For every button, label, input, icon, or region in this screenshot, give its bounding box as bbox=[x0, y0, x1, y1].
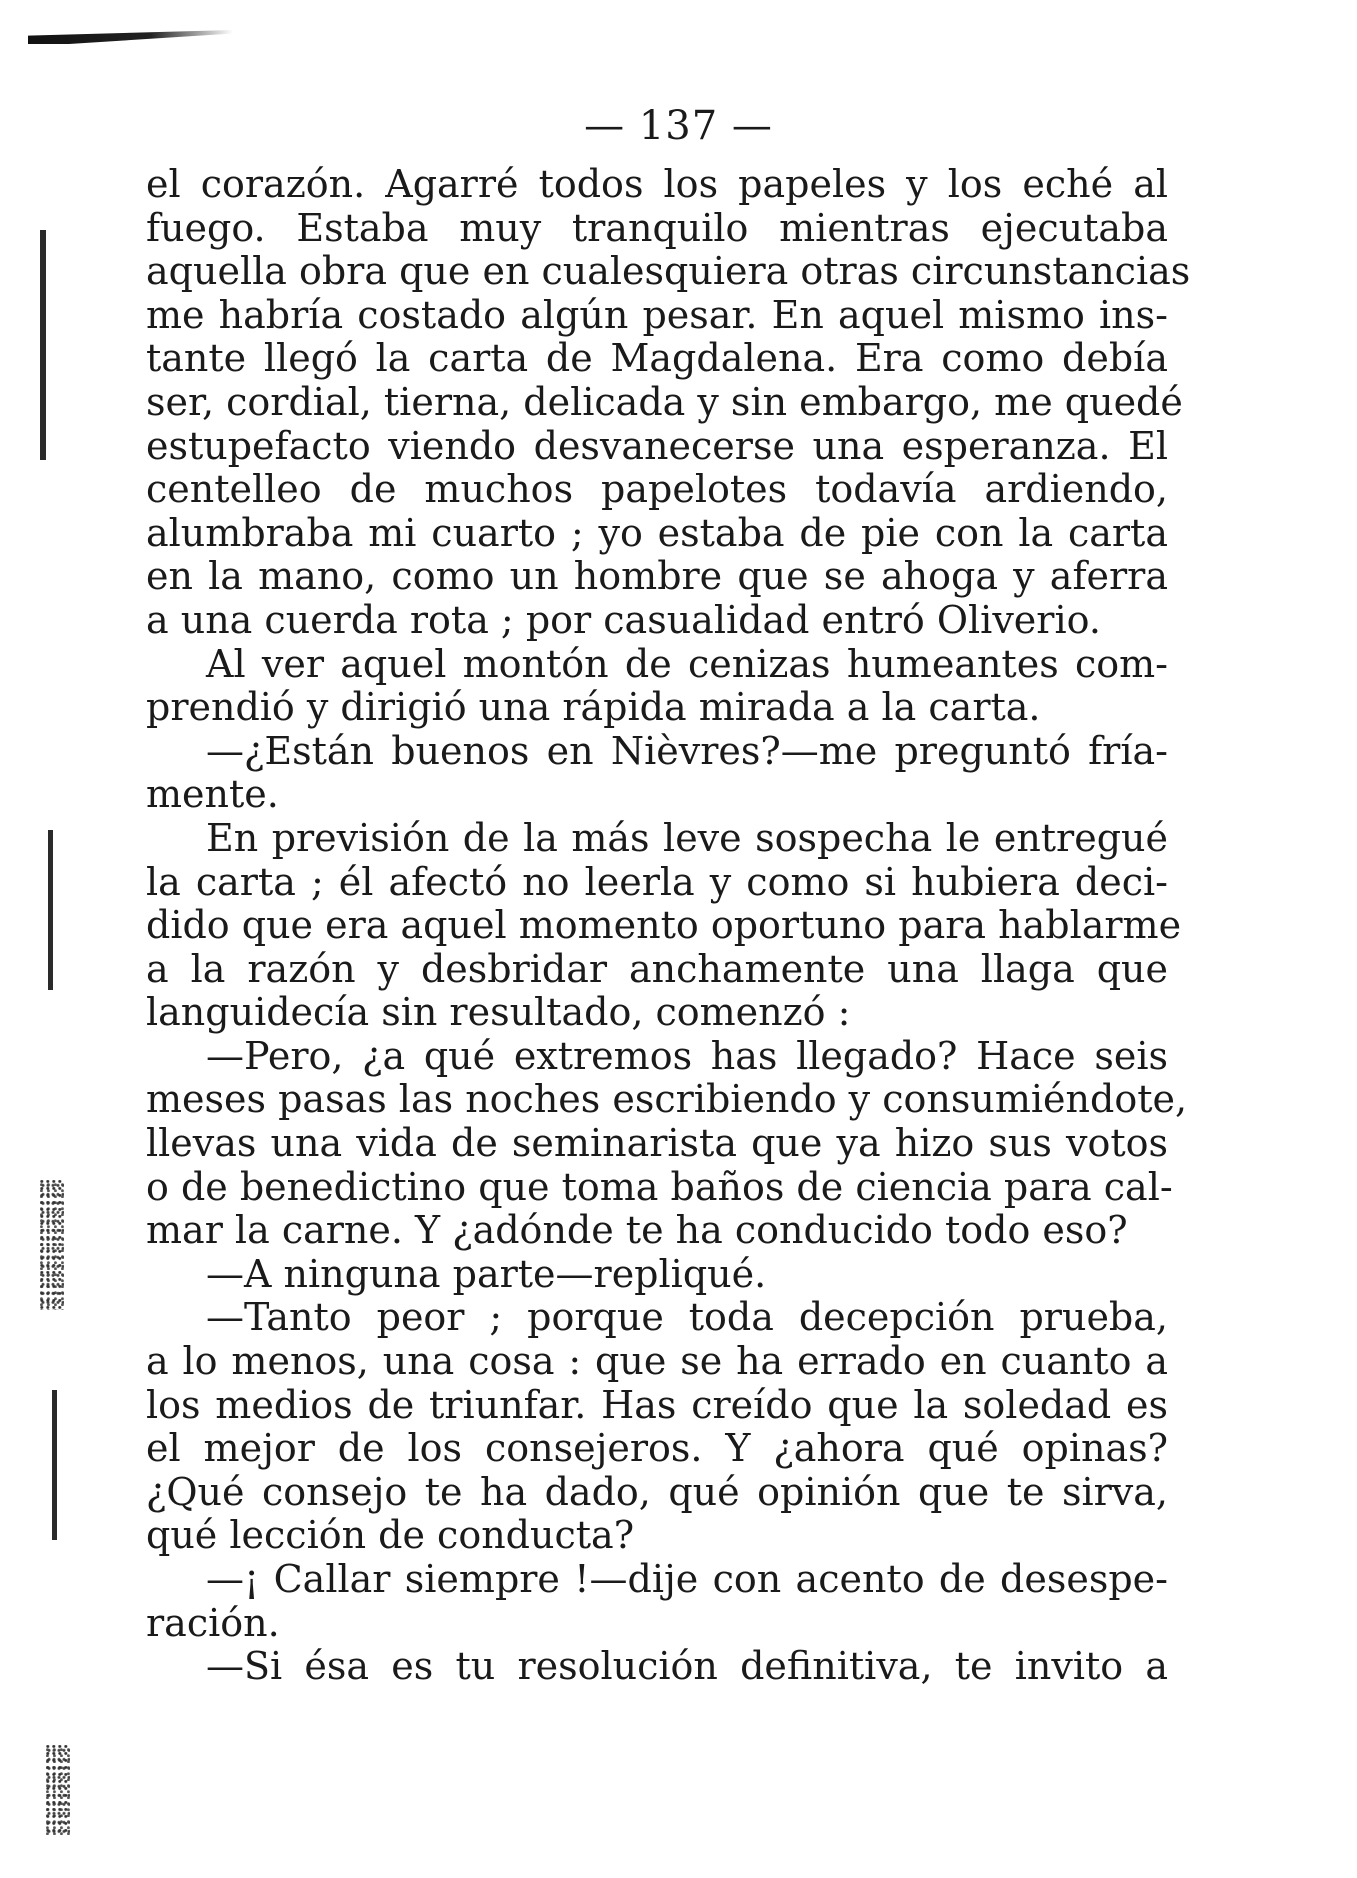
text-line: ser, cordial, tierna, delicada y sin embargo, me quedé bbox=[146, 379, 1183, 424]
scan-artifact-noise bbox=[40, 1180, 64, 1310]
text-line: centelleo de muchos papelotes todavía ardiendo, bbox=[146, 467, 1168, 512]
scan-artifact-left-edge bbox=[48, 830, 53, 990]
text-line: alumbraba mi cuarto ; yo estaba de pie con la carta bbox=[146, 510, 1168, 555]
text-line: aquella obra que en cualesquiera otras circunstancias bbox=[146, 249, 1191, 294]
scan-artifact-left-edge bbox=[40, 230, 46, 460]
text-line: —¡ Callar siempre !—dije con acento de desespe- bbox=[206, 1557, 1168, 1601]
text-line: En previsión de la más leve sospecha le entregué bbox=[206, 815, 1168, 860]
text-line: mar la carne. Y ¿adónde te ha conducido todo eso? bbox=[146, 1208, 1128, 1253]
text-line: llevas una vida de seminarista que ya hizo sus votos bbox=[146, 1121, 1168, 1166]
scan-artifact-top bbox=[28, 30, 233, 44]
text-line: en la mano, como un hombre que se ahoga y aferra bbox=[146, 554, 1168, 599]
body-text bbox=[146, 162, 1191, 1689]
text-line: —Pero, ¿a qué extremos has llegado? Hace seis bbox=[206, 1033, 1168, 1078]
text-line: Al ver aquel montón de cenizas humeantes com- bbox=[206, 641, 1168, 686]
scan-artifact-noise bbox=[46, 1745, 70, 1835]
text-line: fuego. Estaba muy tranquilo mientras ejecutaba bbox=[146, 205, 1168, 250]
text-line: estupefacto viendo desvanecerse una esperanza. El bbox=[146, 423, 1168, 468]
text-line: el corazón. Agarré todos los papeles y los eché al bbox=[146, 162, 1168, 206]
text-line: —A ninguna parte—repliqué. bbox=[206, 1251, 767, 1296]
text-line: el mejor de los consejeros. Y ¿ahora qué opinas? bbox=[146, 1426, 1168, 1471]
text-line: mente. bbox=[146, 772, 279, 817]
text-line: me habría costado algún pesar. En aquel mismo ins- bbox=[146, 292, 1168, 337]
text-line: prendió y dirigió una rápida mirada a la carta. bbox=[146, 685, 1041, 730]
text-line: o de benedictino que toma baños de ciencia para cal- bbox=[146, 1164, 1173, 1209]
scan-artifact-left-edge bbox=[52, 1390, 57, 1540]
text-line: la carta ; él afectó no leerla y como si hubiera deci- bbox=[146, 859, 1168, 904]
text-line: —Tanto peor ; porque toda decepción prueba, bbox=[206, 1295, 1168, 1340]
text-line: a lo menos, una cosa : que se ha errado en cuanto a bbox=[146, 1339, 1168, 1384]
text-line: —¿Están buenos en Nièvres?—me preguntó fría- bbox=[206, 728, 1168, 773]
text-line: dido que era aquel momento oportuno para hablarme bbox=[146, 903, 1182, 948]
text-line: languidecía sin resultado, comenzó : bbox=[146, 990, 851, 1035]
text-line: a la razón y desbridar anchamente una llaga que bbox=[146, 946, 1168, 991]
text-line: tante llegó la carta de Magdalena. Era como debía bbox=[146, 336, 1168, 381]
text-line: meses pasas las noches escribiendo y consumiéndote, bbox=[146, 1077, 1188, 1122]
text-line: —Si ésa es tu resolución definitiva, te invito a bbox=[206, 1644, 1168, 1689]
page-number: — 137 — bbox=[584, 103, 773, 149]
text-line: los medios de triunfar. Has creído que la soledad es bbox=[146, 1382, 1168, 1427]
text-line: ración. bbox=[146, 1600, 280, 1645]
text-line: qué lección de conducta? bbox=[146, 1513, 635, 1558]
text-line: ¿Qué consejo te ha dado, qué opinión que te sirva, bbox=[146, 1469, 1168, 1514]
text-line: a una cuerda rota ; por casualidad entró Oliverio. bbox=[146, 597, 1101, 642]
